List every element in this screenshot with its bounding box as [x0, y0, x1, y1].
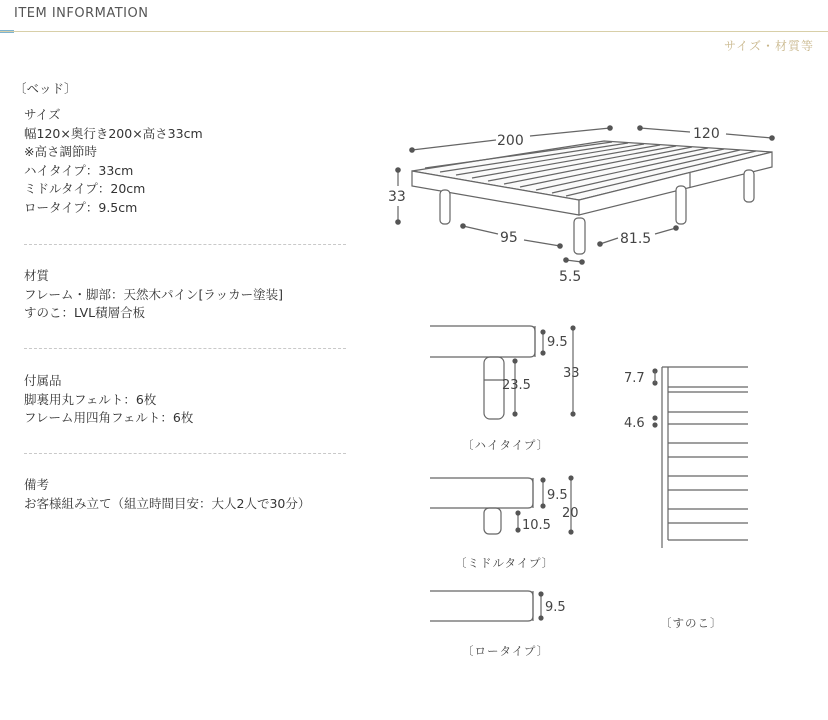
middle-leg-label: 10.5	[522, 518, 551, 533]
section-label: サイズ・材質等	[723, 39, 814, 53]
spec-material-line: フレーム・脚部：天然木パイン[ラッカー塗装]	[24, 286, 284, 302]
dim-leg-width-label: 5.5	[559, 269, 582, 285]
dim-leg-spacing-long-label: 95	[500, 230, 518, 246]
middle-frame-label: 9.5	[547, 488, 568, 503]
middle-type-caption: 〔ミドルタイプ〕	[455, 556, 555, 570]
spec-accessories-heading: 付属品	[24, 373, 62, 388]
spec-size-line: 幅120×奥行き200×高さ33cm	[24, 125, 203, 141]
spec-size-heading: サイズ	[24, 107, 61, 122]
spec-material-line: すのこ：LVL積層合板	[24, 305, 146, 320]
slats-caption: 〔すのこ〕	[660, 616, 723, 630]
spec-material-heading: 材質	[24, 268, 50, 283]
dim-length-label: 200	[497, 133, 524, 149]
header-title: ITEM INFORMATION	[14, 6, 149, 21]
slat-gap-label: 4.6	[624, 416, 645, 431]
high-total-label: 33	[563, 366, 580, 381]
dim-width-label: 120	[693, 126, 720, 142]
spec-accessories-line: 脚裏用丸フェルト：6枚	[24, 391, 157, 407]
spec-size-line: ミドルタイプ：20cm	[24, 181, 146, 196]
slat-width-label: 7.7	[624, 371, 645, 386]
dim-leg-spacing-short-label: 81.5	[620, 231, 652, 247]
low-frame-label: 9.5	[545, 600, 566, 615]
low-type-diagram	[430, 591, 541, 621]
spec-size-line: ※高さ調節時	[24, 144, 97, 159]
spec-notes-heading: 備考	[24, 477, 50, 492]
middle-total-label: 20	[562, 506, 579, 521]
slats-diagram	[662, 367, 748, 548]
bed-frame-iso	[412, 141, 772, 254]
high-leg-label: 23.5	[502, 378, 531, 393]
spec-size-line: ハイタイプ：33cm	[24, 162, 134, 178]
low-type-caption: 〔ロータイプ〕	[462, 644, 550, 658]
high-frame-label: 9.5	[547, 335, 568, 350]
spec-notes-line: お客様組み立て（組立時間目安：大人2人で30分）	[24, 495, 311, 511]
product-label: 〔ベッド〕	[14, 81, 77, 96]
dim-height-label: 33	[388, 189, 406, 205]
high-type-caption: 〔ハイタイプ〕	[462, 438, 550, 452]
spec-accessories-line: フレーム用四角フェルト：6枚	[24, 410, 194, 425]
spec-size-line: ロータイプ：9.5cm	[24, 199, 138, 215]
